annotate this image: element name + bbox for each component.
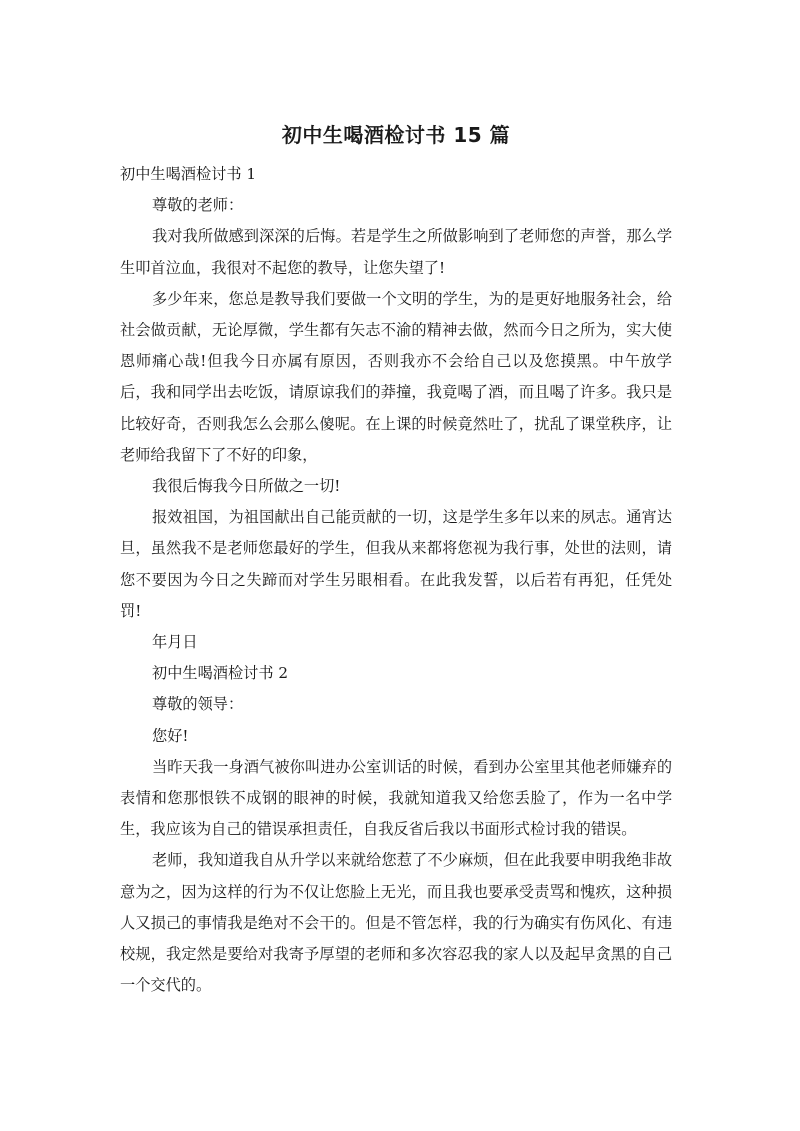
salutation-1: 尊敬的老师： bbox=[152, 196, 244, 215]
greeting: 您好! bbox=[152, 726, 189, 745]
body-paragraph: 我很后悔我今日所做之一切! bbox=[152, 477, 341, 496]
document-page bbox=[120, 118, 672, 1001]
section-heading-2: 初中生喝酒检讨书 2 bbox=[152, 664, 288, 683]
document-title: 初中生喝酒检讨书 15 篇 bbox=[281, 123, 511, 147]
body-paragraph: 我对我所做感到深深的后悔。若是学生之所做影响到了老师您的声誉，那么学生叩首泣血，我很对不起您的教导，让您失望了! bbox=[120, 227, 672, 277]
body-paragraph: 多少年来，您总是教导我们要做一个文明的学生，为的是更好地服务社会，给社会做贡献，无论厚微，学生都有矢志不渝的精神去做，然而今日之所为，实大使恩师痛心哉!但我今日亦属有原因，否则我亦不会给自己以及您摸黑。中午放学后，我和同学出去吃饭，请原谅我们的莽撞，我竟喝了酒，而且喝了许多。我只是比较好奇，否则我怎么会那么傻呢。在上课的时候竟然吐了，扰乱了课堂秩序，让老师给我留下了不好的印象， bbox=[120, 289, 672, 464]
salutation-2: 尊敬的领导： bbox=[152, 695, 244, 714]
body-paragraph: 当昨天我一身酒气被你叫进办公室训话的时候，看到办公室里其他老师嫌弃的表情和您那恨铁不成钢的眼神的时候，我就知道我又给您丢脸了，作为一名中学生，我应该为自己的错误承担责任，自我反省后我以书面形式检讨我的错误。 bbox=[120, 757, 672, 839]
body-paragraph: 报效祖国，为祖国献出自己能贡献的一切，这是学生多年以来的夙志。通宵达旦，虽然我不是老师您最好的学生，但我从来都将您视为我行事，处世的法则，请您不要因为今日之失蹄而对学生另眼相看。在此我发誓，以后若有再犯，任凭处罚! bbox=[120, 508, 672, 620]
section-heading-1: 初中生喝酒检讨书 1 bbox=[120, 165, 256, 183]
date-line: 年月日 bbox=[152, 633, 198, 652]
body-paragraph: 老师，我知道我自从升学以来就给您惹了不少麻烦，但在此我要申明我绝非故意为之，因为这样的行为不仅让您脸上无光，而且我也要承受责骂和愧疚，这种损人又损己的事情我是绝对不会干的。但是不管怎样，我的行为确实有伤风化、有违校规，我定然是要给对我寄予厚望的老师和多次容忍我的家人以及起早贪黑的自己一个交代的。 bbox=[120, 851, 672, 995]
